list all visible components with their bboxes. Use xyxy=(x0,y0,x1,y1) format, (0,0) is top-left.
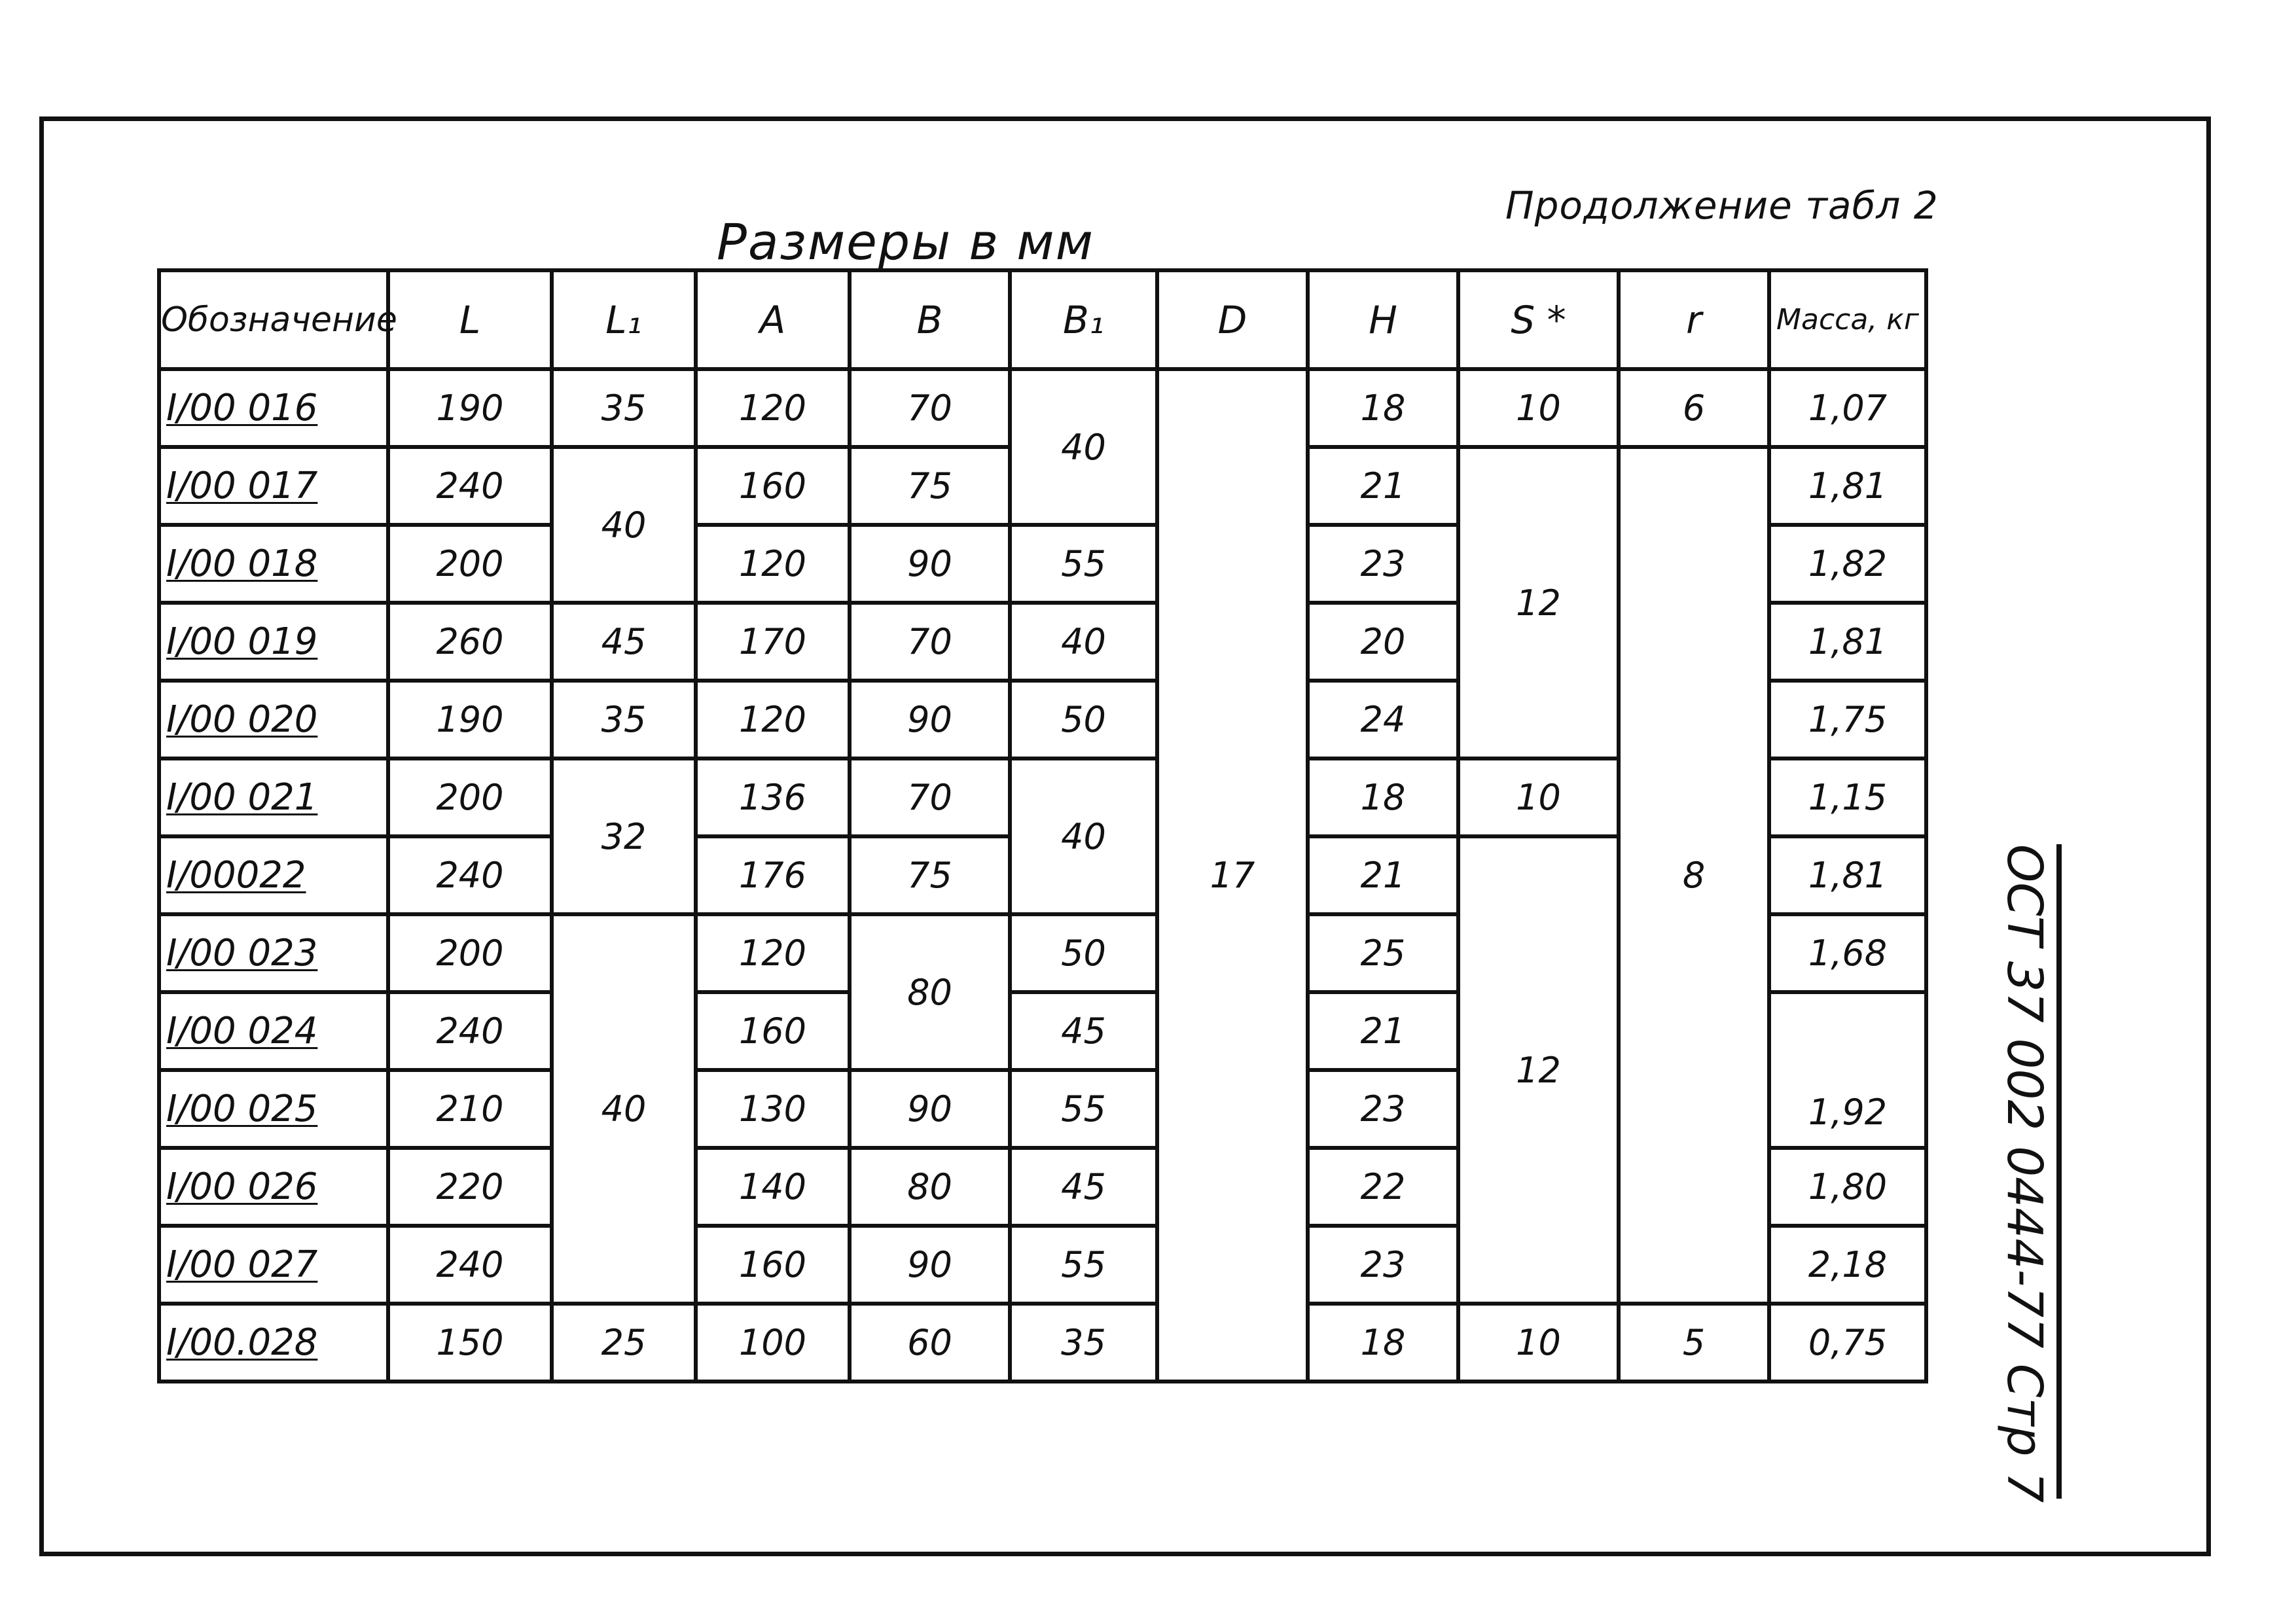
header-designation: Обозначение xyxy=(159,270,388,369)
cell-B: 90 xyxy=(850,525,1010,603)
cell-B: 90 xyxy=(850,1226,1010,1304)
cell-A: 176 xyxy=(696,836,850,914)
cell-A: 120 xyxy=(696,369,850,447)
cell-mass: 1,15 xyxy=(1769,758,1926,836)
cell-mass: 1,80 xyxy=(1769,1148,1926,1226)
header-A: A xyxy=(696,270,850,369)
cell-r: 8 xyxy=(1619,447,1769,1304)
cell-L: 200 xyxy=(388,914,552,992)
cell-A: 160 xyxy=(696,992,850,1070)
cell-B: 70 xyxy=(850,758,1010,836)
cell-B: 75 xyxy=(850,836,1010,914)
cell-L1: 35 xyxy=(552,681,696,758)
cell-r: 5 xyxy=(1619,1304,1769,1382)
header-D: D xyxy=(1157,270,1308,369)
cell-H: 21 xyxy=(1308,836,1458,914)
cell-mass: 1,68 xyxy=(1769,914,1926,992)
table-row xyxy=(159,369,1926,447)
header-L: L xyxy=(388,270,552,369)
cell-L1: 35 xyxy=(552,369,696,447)
cell-A: 140 xyxy=(696,1148,850,1226)
header-B1: B₁ xyxy=(1010,270,1157,369)
header-r: r xyxy=(1619,270,1769,369)
cell-mass: 0,75 xyxy=(1769,1304,1926,1382)
cell-L: 200 xyxy=(388,758,552,836)
cell-L1: 45 xyxy=(552,603,696,681)
cell-L: 240 xyxy=(388,1226,552,1304)
cell-H: 21 xyxy=(1308,992,1458,1070)
cell-A: 120 xyxy=(696,914,850,992)
cell-H: 24 xyxy=(1308,681,1458,758)
cell-H: 20 xyxy=(1308,603,1458,681)
cell-H: 25 xyxy=(1308,914,1458,992)
header-H: H xyxy=(1308,270,1458,369)
cell-H: 21 xyxy=(1308,447,1458,525)
cell-mass: 1,81 xyxy=(1769,447,1926,525)
cell-code: I/00 023 xyxy=(159,914,388,992)
table-row xyxy=(159,1304,1926,1382)
cell-L1: 32 xyxy=(552,758,696,914)
cell-mass: 1,82 xyxy=(1769,525,1926,603)
cell-B: 60 xyxy=(850,1304,1010,1382)
dimensions-caption: Размеры в мм xyxy=(717,213,1094,271)
cell-mass: 1,75 xyxy=(1769,681,1926,758)
cell-L: 240 xyxy=(388,836,552,914)
cell-L: 210 xyxy=(388,1070,552,1148)
cell-A: 100 xyxy=(696,1304,850,1382)
header-mass: Масса, кг xyxy=(1769,270,1926,369)
cell-L: 260 xyxy=(388,603,552,681)
cell-code: I/00 025 xyxy=(159,1070,388,1148)
cell-L: 240 xyxy=(388,992,552,1070)
cell-code: I/00.028 xyxy=(159,1304,388,1382)
cell-B1: 40 xyxy=(1010,603,1157,681)
cell-code: I/00 020 xyxy=(159,681,388,758)
cell-A: 120 xyxy=(696,525,850,603)
cell-B: 70 xyxy=(850,369,1010,447)
cell-r: 6 xyxy=(1619,369,1769,447)
cell-mass: 1,81 xyxy=(1769,836,1926,914)
cell-B1: 40 xyxy=(1010,758,1157,914)
cell-A: 130 xyxy=(696,1070,850,1148)
cell-B: 70 xyxy=(850,603,1010,681)
cell-B: 75 xyxy=(850,447,1010,525)
cell-B1: 45 xyxy=(1010,1148,1157,1226)
cell-B1: 50 xyxy=(1010,681,1157,758)
cell-D: 17 xyxy=(1157,369,1308,1382)
cell-code: I/00 026 xyxy=(159,1148,388,1226)
spec-table xyxy=(157,268,1928,1383)
cell-H: 18 xyxy=(1308,1304,1458,1382)
cell-A: 160 xyxy=(696,447,850,525)
cell-code: I/00 021 xyxy=(159,758,388,836)
cell-B: 90 xyxy=(850,1070,1010,1148)
cell-A: 136 xyxy=(696,758,850,836)
cell-mass: 2,18 xyxy=(1769,1226,1926,1304)
cell-mass: 1,07 xyxy=(1769,369,1926,447)
cell-code: I/00 017 xyxy=(159,447,388,525)
document-stamp: ОСТ 37 002 0444-77 Стр 7 xyxy=(1974,844,2062,1499)
cell-H: 22 xyxy=(1308,1148,1458,1226)
cell-L: 200 xyxy=(388,525,552,603)
header-S: S * xyxy=(1458,270,1619,369)
header-L1: L₁ xyxy=(552,270,696,369)
header-row xyxy=(159,270,1926,369)
cell-S: 10 xyxy=(1458,369,1619,447)
cell-B1: 45 xyxy=(1010,992,1157,1070)
cell-mass: 1,81 xyxy=(1769,603,1926,681)
cell-code: I/00 018 xyxy=(159,525,388,603)
cell-H: 18 xyxy=(1308,758,1458,836)
cell-L: 190 xyxy=(388,369,552,447)
cell-S: 12 xyxy=(1458,447,1619,758)
cell-L: 240 xyxy=(388,447,552,525)
cell-B1: 35 xyxy=(1010,1304,1157,1382)
cell-B1: 55 xyxy=(1010,525,1157,603)
cell-S: 12 xyxy=(1458,836,1619,1304)
cell-mass: 1,92 xyxy=(1769,992,1926,1148)
cell-code: I/00 016 xyxy=(159,369,388,447)
cell-L: 220 xyxy=(388,1148,552,1226)
cell-L1: 25 xyxy=(552,1304,696,1382)
cell-B1: 50 xyxy=(1010,914,1157,992)
cell-S: 10 xyxy=(1458,1304,1619,1382)
cell-B1: 55 xyxy=(1010,1070,1157,1148)
cell-L: 190 xyxy=(388,681,552,758)
header-B: B xyxy=(850,270,1010,369)
cell-H: 23 xyxy=(1308,1226,1458,1304)
cell-B1: 40 xyxy=(1010,369,1157,525)
cell-L1: 40 xyxy=(552,914,696,1304)
cell-code: I/00022 xyxy=(159,836,388,914)
cell-B1: 55 xyxy=(1010,1226,1157,1304)
cell-A: 120 xyxy=(696,681,850,758)
cell-B: 80 xyxy=(850,914,1010,1070)
cell-B: 80 xyxy=(850,1148,1010,1226)
cell-A: 170 xyxy=(696,603,850,681)
continuation-label: Продолжение табл 2 xyxy=(1505,183,1939,228)
cell-code: I/00 027 xyxy=(159,1226,388,1304)
cell-A: 160 xyxy=(696,1226,850,1304)
cell-H: 23 xyxy=(1308,525,1458,603)
cell-H: 18 xyxy=(1308,369,1458,447)
cell-B: 90 xyxy=(850,681,1010,758)
cell-L1: 40 xyxy=(552,447,696,603)
cell-S: 10 xyxy=(1458,758,1619,836)
cell-code: I/00 019 xyxy=(159,603,388,681)
cell-H: 23 xyxy=(1308,1070,1458,1148)
cell-L: 150 xyxy=(388,1304,552,1382)
cell-code: I/00 024 xyxy=(159,992,388,1070)
